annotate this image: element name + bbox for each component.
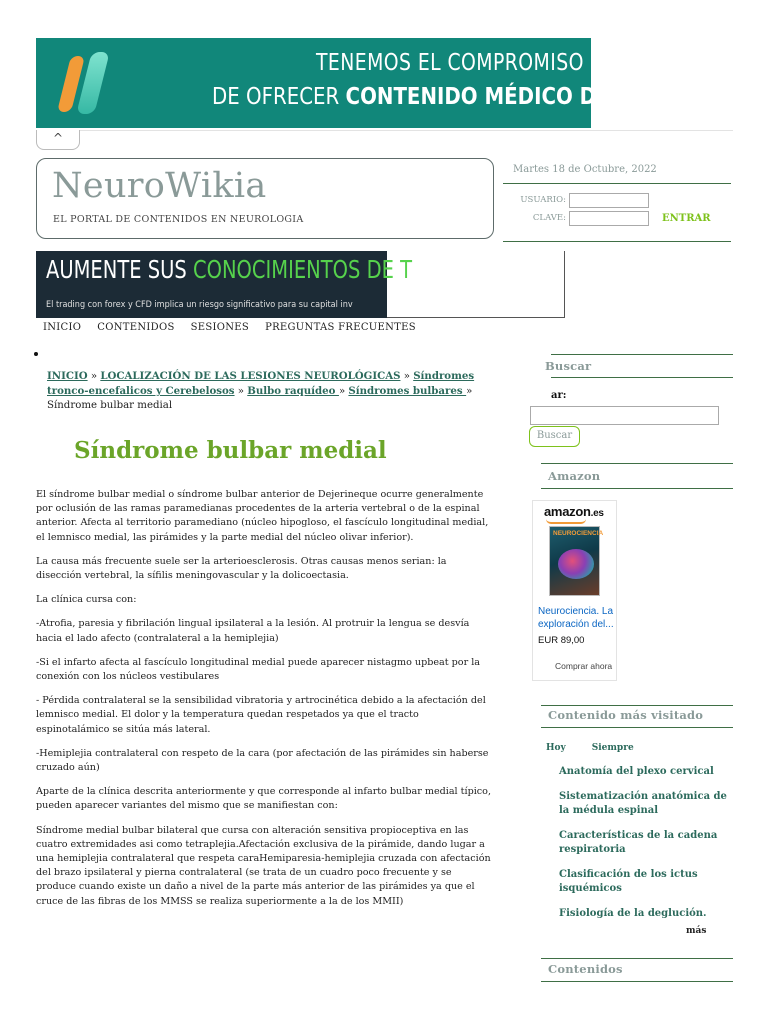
divider bbox=[551, 354, 733, 355]
breadcrumb-link-troncoencefalicos[interactable]: Síndromes tronco-encefalicos y Cerebelosos bbox=[47, 370, 475, 397]
amazon-logo-suffix: .es bbox=[590, 508, 604, 519]
article-paragraph: -Atrofia, paresia y fibrilación lingual ipsilateral a la lesión. Al protruir la lengua se desvía hacia el lado afecto (contralateral a la hemiplejia) bbox=[36, 618, 470, 644]
banner-headline-line1: TENEMOS EL COMPROMISO bbox=[316, 50, 584, 76]
site-slogan: EL PORTAL DE CONTENIDOS EN NEUROLOGIA bbox=[53, 214, 304, 225]
article-paragraph: La clínica cursa con: bbox=[36, 594, 137, 606]
main-nav bbox=[36, 319, 565, 339]
list-item[interactable]: Clasificación de los ictus isquémicos bbox=[559, 869, 698, 894]
ad-disclaimer: El trading con forex y CFD implica un riesgo significativo para su capital inv bbox=[46, 300, 353, 310]
search-button[interactable]: Buscar bbox=[529, 426, 580, 447]
divider bbox=[551, 377, 733, 378]
username-label: USUARIO: bbox=[520, 195, 566, 205]
tab-siempre[interactable]: Siempre bbox=[591, 743, 634, 753]
breadcrumb-link-bulbares[interactable]: Síndromes bulbares bbox=[348, 385, 467, 397]
article-paragraph: Aparte de la clínica descrita anteriormente y que corresponde al infarto bulbar medial típico, pueden aparecer variantes del mismo que se manifiestan con: bbox=[36, 786, 492, 812]
ad-headline bbox=[46, 255, 412, 284]
divider bbox=[541, 463, 733, 464]
ad-headline-green: CONOCIMIENTOS DE T bbox=[193, 255, 413, 284]
brain-icon bbox=[558, 549, 594, 579]
nav-item-sesiones[interactable]: SESIONES bbox=[190, 322, 250, 333]
breadcrumb-current: Síndrome bulbar medial bbox=[47, 400, 173, 411]
amazon-product-card[interactable] bbox=[532, 500, 617, 681]
nav-item-preguntas-frecuentes[interactable]: PREGUNTAS FRECUENTES bbox=[265, 322, 416, 333]
buy-now-link[interactable]: Comprar ahora bbox=[555, 661, 613, 671]
more-link[interactable]: más bbox=[686, 926, 707, 936]
divider bbox=[503, 241, 731, 242]
article-paragraph: - Pérdida contralateral se la sensibilidad vibratoria y artrocinética debido a la afectación del lemnisco medial. El dolor y la temperatura quedan respetados ya que el tracto espinotalámico se sitúa más lateral. bbox=[36, 695, 486, 735]
nav-item-contenidos[interactable]: CONTENIDOS bbox=[97, 322, 175, 333]
chevron-up-icon: ^ bbox=[52, 131, 64, 145]
breadcrumb-separator: » bbox=[338, 386, 346, 397]
username-input[interactable] bbox=[569, 193, 649, 208]
product-link[interactable]: Neurociencia. La exploración del... bbox=[538, 606, 614, 630]
popular-tabs bbox=[546, 743, 634, 753]
divider bbox=[541, 488, 733, 489]
list-item[interactable]: Fisiología de la deglución. bbox=[559, 908, 707, 919]
divider bbox=[541, 958, 733, 959]
search-label: ar: bbox=[551, 390, 567, 401]
page-title: Síndrome bulbar medial bbox=[74, 437, 387, 464]
article-body bbox=[36, 488, 494, 919]
book-cover-title: NEUROCIENCIA bbox=[553, 530, 604, 537]
breadcrumb-separator: » bbox=[237, 386, 245, 397]
list-item[interactable]: Características de la cadena respiratoria bbox=[559, 830, 718, 855]
article-paragraph: -Si el infarto afecta al fascículo longitudinal medial puede aparecer nistagmo upbeat por la conexión con los núcleos vestibulares bbox=[36, 656, 481, 683]
login-button[interactable]: ENTRAR bbox=[662, 213, 711, 224]
password-input[interactable] bbox=[569, 211, 649, 226]
ad-frame bbox=[387, 251, 565, 318]
ad-headline-plain: AUMENTE SUS bbox=[46, 255, 194, 284]
site-header bbox=[36, 158, 494, 239]
amazon-logo-text: amazon bbox=[544, 504, 591, 519]
breadcrumb-separator: » bbox=[90, 371, 98, 382]
article-paragraph: -Hemiplejia contralateral con respeto de la cara (por afectación de las pirámides sin haberse cruzado aún) bbox=[36, 747, 489, 774]
list-item[interactable]: Anatomía del plexo cervical bbox=[559, 766, 714, 777]
banner-headline-line2 bbox=[212, 84, 678, 110]
top-banner-ad[interactable] bbox=[36, 38, 678, 128]
list-bullet bbox=[34, 352, 38, 356]
banner-line2-prefix: DE OFRECER bbox=[212, 84, 346, 110]
divider bbox=[80, 130, 733, 131]
collapse-banner-button[interactable] bbox=[36, 130, 80, 150]
divider bbox=[541, 981, 733, 982]
list-item[interactable]: Sistematización anatómica de la médula espinal bbox=[559, 791, 727, 816]
amazon-block-heading: Amazon bbox=[548, 469, 601, 483]
search-block-heading: Buscar bbox=[545, 359, 592, 373]
search-input[interactable] bbox=[530, 406, 719, 425]
breadcrumb-link-localizacion[interactable]: LOCALIZACIÓN DE LAS LESIONES NEUROLÓGICAS bbox=[100, 370, 401, 382]
article-paragraph: La causa más frecuente suele ser la arterioesclerosis. Otras causas menos serian: la disección vertebral, la sífilis meningovascular y la dolicoectasia. bbox=[36, 555, 447, 582]
divider bbox=[541, 705, 733, 706]
breadcrumb-link-bulbo[interactable]: Bulbo raquídeo bbox=[247, 385, 339, 397]
amazon-smile-icon bbox=[546, 519, 586, 524]
breadcrumb-separator: » bbox=[403, 371, 410, 382]
site-title[interactable]: NeuroWikia bbox=[52, 166, 267, 206]
breadcrumb bbox=[47, 369, 477, 413]
current-date: Martes 18 de Octubre, 2022 bbox=[513, 164, 657, 175]
trading-ad-banner[interactable] bbox=[36, 251, 413, 318]
popular-block-heading: Contenido más visitado bbox=[548, 708, 704, 722]
amazon-logo bbox=[544, 504, 604, 519]
popular-list bbox=[559, 765, 734, 932]
divider bbox=[503, 183, 731, 184]
article-paragraph: Síndrome medial bulbar bilateral que cursa con alteración sensitiva propioceptiva en las cuatro extremidades asi como tetraplejia.Afectación exclusiva de la pirámide, dando lugar a una hemiplejia contralateral que respeta caraHemiparesia-hemiplejia cruzada con afectación del brazo ipsilateral y pierna contralateral (se trata de un cuadro poco frecuente y se produce cuando existe un daño a nivel de la parte más anterior de las pirámides ya que el cruce de las fibras de los MMSS se realiza superiormente a la de los MMII) bbox=[36, 824, 491, 907]
book-cover-image[interactable] bbox=[549, 526, 604, 596]
product-price: EUR 89,00 bbox=[538, 635, 585, 646]
contents-block-heading: Contenidos bbox=[548, 962, 623, 976]
breadcrumb-separator: » bbox=[466, 386, 473, 397]
password-label: CLAVE: bbox=[532, 213, 566, 223]
banner-line2-bold: CONTENIDO MÉDICO DE CONF bbox=[345, 84, 678, 110]
tab-hoy[interactable]: Hoy bbox=[546, 743, 566, 753]
breadcrumb-link-inicio[interactable]: INICIO bbox=[47, 370, 88, 382]
divider bbox=[541, 727, 733, 728]
nav-item-inicio[interactable]: INICIO bbox=[43, 322, 82, 333]
article-paragraph: El síndrome bulbar medial o síndrome bulbar anterior de Dejerineque ocurre generalmente por oclusión de las ramas paramedianas procedentes de la arteria vertebral o de la espinal anterior. Afecta al territorio paramediano (núcleo hipogloso, el fascículo longitudinal medial, el lemnisco medial, las pirámides y la parte medial del núcleo olivar inferior). bbox=[36, 489, 489, 543]
